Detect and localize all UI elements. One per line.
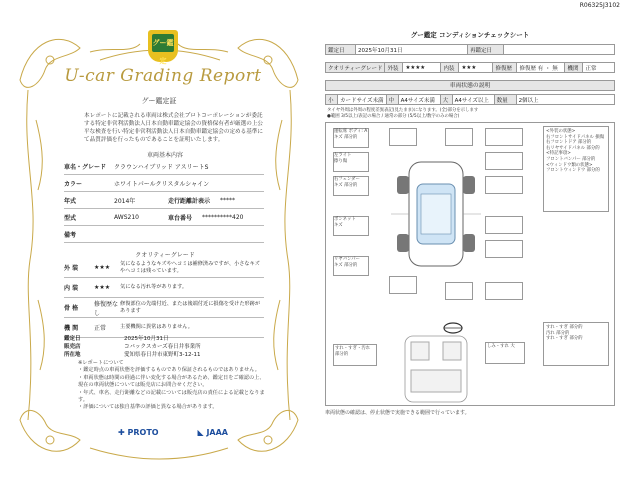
next-date-value <box>504 45 615 55</box>
qty-value: 2個以上 <box>516 95 614 105</box>
note-line: <ウィンドウ類の状態> <box>546 162 593 168</box>
interior-mid-note: しみ・すれ 大 <box>485 342 525 364</box>
dealer-row <box>64 342 264 350</box>
row-key-2: 走行距離計表示 <box>168 197 211 205</box>
year-row <box>64 192 264 209</box>
row-value-2: ***** <box>220 196 235 204</box>
grade-key: 内 装 <box>64 285 79 292</box>
legend-line: ●範囲 3/5以上/表記の場合 / 通常の部分 (5/5以上/数字のみの場合) <box>327 113 460 119</box>
part-box <box>485 216 523 234</box>
qty-label: 数量 <box>494 95 516 105</box>
row-value-2: **********420 <box>202 213 244 221</box>
note-line: 右リヤサイドパネル 部分的 <box>546 145 600 151</box>
grade-desc: 主要機関に異常はありません。 <box>120 324 193 330</box>
exterior-label: 外装 <box>385 63 403 73</box>
grade-key: 外 装 <box>64 265 79 272</box>
certificate-number: R06325J3102 <box>579 2 620 9</box>
qg-label: クオリティーグレード <box>326 63 385 73</box>
note-line: 右フロントドア 部分的 <box>546 140 592 146</box>
grade-key: 骨 格 <box>64 305 79 312</box>
condition-check-sheet <box>325 2 620 446</box>
grade-desc: 気になるようなキズやへコミは補修済みですが、小さなキズやへコミは残っています。 <box>120 260 260 274</box>
remarks-row <box>64 226 264 243</box>
row-key: 備考 <box>64 231 77 239</box>
row-value: ホワイトパールクリスタルシャイン <box>114 180 210 188</box>
legend-line: タイヤ外周は外周の程度差異表記(見たまま)になります。(全)部分を示します <box>327 108 479 113</box>
grade-exterior <box>64 258 264 278</box>
row-value: 2014年 <box>114 197 136 205</box>
report-notes <box>78 360 268 412</box>
note-line: ・年式、車名、走行距離などの記載については販売店の責任による記載となります。 <box>78 389 265 404</box>
frame-value: 修復歴 有 ・ 無 <box>517 63 565 73</box>
appraisal-date-label: 鑑定日 <box>64 336 81 342</box>
grading-certificate <box>0 0 318 480</box>
color-row <box>64 175 264 192</box>
sheet-title: グー鑑定 コンディションチェックシート <box>410 31 530 39</box>
quality-grade-table <box>325 62 615 73</box>
address-row <box>64 350 264 358</box>
goo-appraisal-logo: グー鑑定 <box>148 30 178 62</box>
address-label: 所在地 <box>64 352 81 358</box>
grade-desc: 修復部位の先端付近、または後端付近に損傷を受けた形跡があります <box>120 300 261 314</box>
row-key: 年式 <box>64 197 77 205</box>
size-small-label: 小 <box>326 95 338 105</box>
part-box <box>389 276 417 294</box>
note-line: <外装の状態> <box>546 129 576 134</box>
part-box: 右フェンダー キズ 部分的 <box>333 176 369 196</box>
dealer-label: 販売店 <box>64 344 81 350</box>
size-large-label: 大 <box>440 95 452 105</box>
report-script-title: U-car Grading Report <box>64 66 262 86</box>
date-value: 2025年10月31日 <box>356 45 468 55</box>
grade-stars: 修復歴なし <box>94 300 119 317</box>
size-mid-label: 中 <box>386 95 398 105</box>
part-box <box>485 128 523 146</box>
part-box: リヤバンパー キズ 部分的 <box>333 256 369 276</box>
row-key: 型式 <box>64 214 77 222</box>
note-line: 汚れ 部分的 <box>546 330 570 336</box>
row-value: クラウンハイブリッド アスリートS <box>114 163 209 171</box>
certificate-intro: 本レポートに記載される車両は株式会社プロトコーポレーションが委託する特定非営利活動法人日本自動車鑑定協会の資格保有者が厳選の上公平な検査を行い特定非営利活動法人日本自動車鑑定協会の定める基準にて品質評価を行ったものであることを証明いたします。 <box>84 113 264 143</box>
grade-stars: ★★★ <box>94 264 111 271</box>
part-box: 左ライト 擦り傷 <box>333 152 369 172</box>
proto-logo: ✚ PROTO <box>118 428 159 437</box>
footer-logos <box>118 428 228 437</box>
note-line: <特記事項> <box>546 151 571 157</box>
note-line: フロントウィンドウ 部分的 <box>546 168 600 174</box>
next-date-label: 再鑑定日 <box>468 45 504 55</box>
note-line: フロントバンパー 部分的 <box>546 156 596 162</box>
part-box <box>389 128 417 146</box>
interior-top-view <box>391 334 481 404</box>
note-line: ・車両状態は時間の経過に伴い変化する場合があるため、鑑定日をご確認の上、現在の車両状態については販売店にお問合せください。 <box>78 374 265 389</box>
part-box: ボンネット キズ <box>333 216 369 236</box>
size-large-desc: A4サイズ以上 <box>452 95 494 105</box>
steering-wheel-icon <box>443 322 463 334</box>
note-line: ※レポートについて <box>78 360 124 366</box>
engine-value: 正常 <box>583 63 615 73</box>
grade-interior <box>64 278 264 298</box>
part-box: 運転席 ボディ: A キズ 部分的 <box>333 128 369 148</box>
explain-title: 車両状態の説明 <box>325 80 615 91</box>
part-box <box>485 240 523 258</box>
exterior-value: ★★★★ <box>403 63 441 73</box>
interior-left-note: すれ・すぎ・汚れ 部分的 <box>333 344 377 366</box>
grade-key: 機 関 <box>64 325 79 332</box>
part-box <box>485 282 523 300</box>
part-box <box>445 128 473 146</box>
date-table <box>325 44 615 55</box>
interior-label: 内装 <box>441 63 459 73</box>
legend-notes <box>327 108 615 119</box>
note-line: ・鑑定時点の車両状態を評価するものであり保証されるものではありません。 <box>78 367 260 374</box>
car-top-view <box>391 154 481 274</box>
size-small-desc: カードサイズ未満 <box>338 95 387 105</box>
sheet-footer: 車両状態の確認は、停止状態で実施できる範囲で行っています。 <box>325 410 470 416</box>
part-box <box>485 152 523 170</box>
dealer-value: コバックスカーズ春日井事業所 <box>124 344 201 350</box>
basic-info-title: 車両基本内容 <box>146 152 183 159</box>
certificate-subtitle: グー鑑定証 <box>141 97 177 105</box>
note-line: ・評価については独自基準の評価と異なる場合があります。 <box>78 404 218 411</box>
date-label: 鑑定日 <box>326 45 356 55</box>
address-value: 愛知県春日井市東野町3-12-11 <box>124 352 201 358</box>
note-line: 右フロントサイドパネル 損傷 <box>546 134 605 140</box>
grade-stars: ★★★ <box>94 284 111 291</box>
row-key-2: 車台番号 <box>168 214 193 222</box>
note-line: すれ・すぎ 部分的 <box>546 325 583 330</box>
engine-label: 機関 <box>565 63 583 73</box>
interior-value: ★★★ <box>459 63 493 73</box>
interior-notes-panel <box>543 322 609 366</box>
size-mid-desc: A4サイズ未満 <box>398 95 440 105</box>
row-key: カラー <box>64 180 83 188</box>
jaaa-logo: ◣ JAAA <box>197 428 228 437</box>
grade-stars: 正常 <box>94 325 107 332</box>
model-row <box>64 209 264 226</box>
row-value: AWS210 <box>114 213 139 221</box>
quality-grade-title: クオリティーグレード <box>135 252 195 259</box>
exterior-notes-panel <box>543 126 609 212</box>
vehicle-name-row <box>64 158 264 175</box>
appraisal-date-row <box>64 334 264 342</box>
frame-label: 修復歴 <box>493 63 517 73</box>
note-line: すれ・すぎ 部分的 <box>546 336 583 342</box>
part-box <box>485 176 523 194</box>
row-key: 車名・グレード <box>64 163 107 171</box>
grade-desc: 気になる汚れ等があります。 <box>120 284 188 290</box>
grade-frame <box>64 298 264 318</box>
size-legend-table <box>325 94 615 105</box>
part-box <box>445 282 473 300</box>
appraisal-date-value: 2025年10月31日 <box>124 336 169 342</box>
